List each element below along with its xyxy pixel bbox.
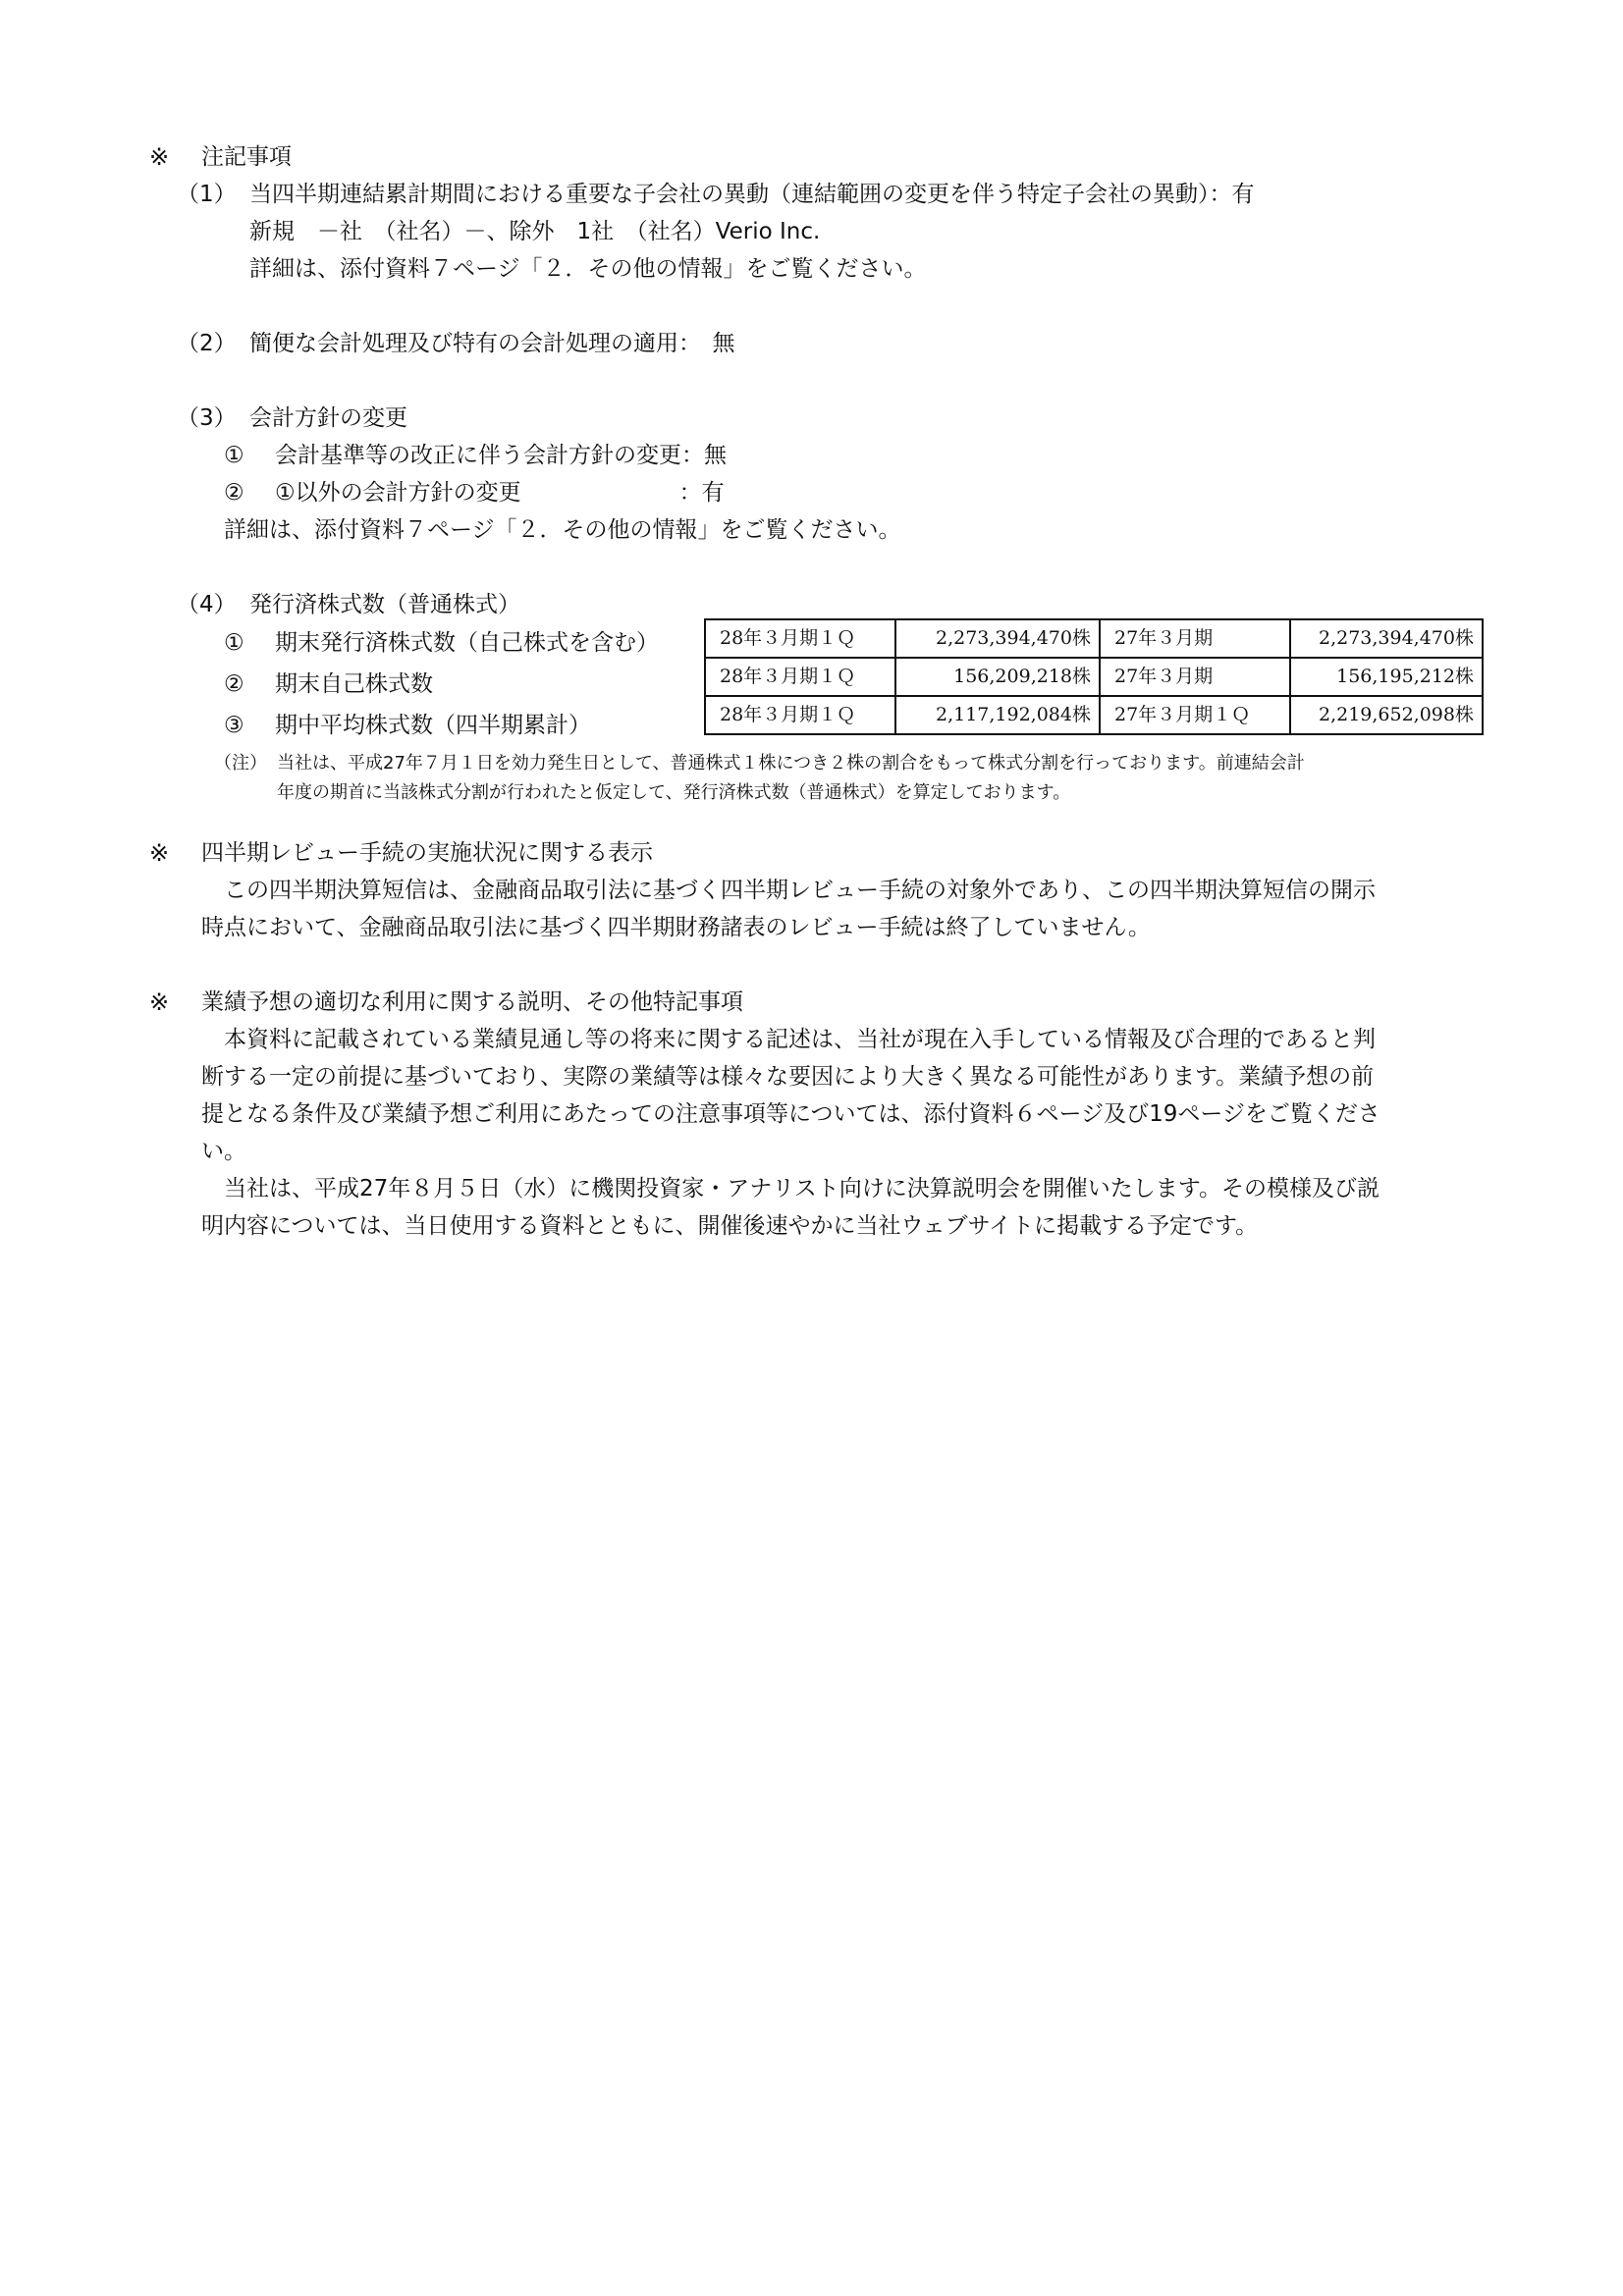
- forecast-p1-line2: 断する一定の前提に基づいており、実際の業績等は様々な要因により大きく異なる可能性があります。業績予想の前: [201, 1064, 1375, 1090]
- share-row1-label: 期末発行済株式数（自己株式を含む）: [275, 630, 659, 656]
- item3-detail: 詳細は、添付資料７ページ「２．その他の情報」をご覧ください。: [224, 517, 901, 543]
- item3-sub2-text: ①以外の会計方針の変更 ：有: [275, 480, 725, 506]
- table-row: [705, 696, 1483, 734]
- shares-table: [704, 618, 1484, 735]
- forecast-p1-line4: い。: [201, 1139, 246, 1164]
- value-cell: 156,209,218株: [895, 658, 1100, 696]
- share-row2-label: 期末自己株式数: [275, 671, 433, 697]
- period-cell: 27年３月期: [1100, 619, 1290, 658]
- item3-label: （3）: [177, 405, 237, 431]
- item3-sub2-mark: ②: [224, 480, 244, 506]
- item4-label: （4）: [177, 592, 237, 617]
- item1-subsidiary-line: 新規 －社 （社名）－、除外 1社 （社名）Verio Inc.: [249, 219, 821, 244]
- item4-title: 発行済株式数（普通株式）: [249, 592, 520, 617]
- share-note-line1: 当社は、平成27年７月１日を効力発生日として、普通株式１株につき２株の割合をもって株式分割を行っております。前連結会計: [277, 753, 1305, 774]
- value-cell: 2,273,394,470株: [1290, 619, 1483, 658]
- value-cell: 2,273,394,470株: [895, 619, 1100, 658]
- period-cell: 27年３月期: [1100, 658, 1290, 696]
- forecast-p2-line1: 当社は、平成27年８月５日（水）に機関投資家・アナリスト向けに決算説明会を開催いたします。その模様及び説: [224, 1176, 1380, 1201]
- share-row1-mark: ①: [224, 630, 244, 656]
- value-cell: 2,219,652,098株: [1290, 696, 1483, 734]
- section-mark: ※: [149, 839, 170, 867]
- table-row: [705, 658, 1483, 696]
- share-row2-mark: ②: [224, 671, 244, 697]
- item1-text: 当四半期連結累計期間における重要な子会社の異動（連結範囲の変更を伴う特定子会社の異動）：有: [249, 182, 1255, 207]
- item3-sub1-text: 会計基準等の改正に伴う会計方針の変更：無: [275, 443, 727, 468]
- share-note-mark: （注）: [214, 753, 267, 774]
- item2-label: （2）: [177, 331, 237, 356]
- forecast-p1-line3: 提となる条件及び業績予想ご利用にあたっての注意事項等については、添付資料６ページ及び19ページをご覧くださ: [201, 1101, 1380, 1127]
- item3-title: 会計方針の変更: [249, 405, 407, 431]
- section-title-forecast: 業績予想の適切な利用に関する説明、その他特記事項: [201, 989, 743, 1015]
- section-title-notes: 注記事項: [201, 144, 292, 170]
- share-row3-label: 期中平均株式数（四半期累計）: [275, 713, 591, 738]
- section-mark: ※: [149, 988, 170, 1016]
- item3-sub1-mark: ①: [224, 443, 244, 468]
- forecast-p1-line1: 本資料に記載されている業績見通し等の将来に関する記述は、当社が現在入手している情報及び合理的であると判: [224, 1027, 1376, 1052]
- table-row: [705, 619, 1483, 658]
- item1-detail-line: 詳細は、添付資料７ページ「２．その他の情報」をご覧ください。: [249, 256, 927, 282]
- review-line1: この四半期決算短信は、金融商品取引法に基づく四半期レビュー手続の対象外であり、この四半期決算短信の開示: [224, 878, 1376, 903]
- value-cell: 156,195,212株: [1290, 658, 1483, 696]
- section-title-review: 四半期レビュー手続の実施状況に関する表示: [201, 840, 653, 866]
- item1-label: （1）: [177, 182, 237, 207]
- forecast-p2-line2: 明内容については、当日使用する資料とともに、開催後速やかに当社ウェブサイトに掲載する予定です。: [201, 1213, 1259, 1239]
- period-cell: 28年３月期１Ｑ: [705, 619, 895, 658]
- review-line2: 時点において、金融商品取引法に基づく四半期財務諸表のレビュー手続は終了していません。: [201, 915, 1151, 940]
- period-cell: 28年３月期１Ｑ: [705, 696, 895, 734]
- period-cell: 27年３月期１Ｑ: [1100, 696, 1290, 734]
- item2-text: 簡便な会計処理及び特有の会計処理の適用： 無: [249, 331, 735, 356]
- share-note-line2: 年度の期首に当該株式分割が行われたと仮定して、発行済株式数（普通株式）を算定しております。: [277, 782, 1071, 803]
- value-cell: 2,117,192,084株: [895, 696, 1100, 734]
- period-cell: 28年３月期１Ｑ: [705, 658, 895, 696]
- section-mark: ※: [149, 143, 170, 171]
- share-row3-mark: ③: [224, 713, 244, 738]
